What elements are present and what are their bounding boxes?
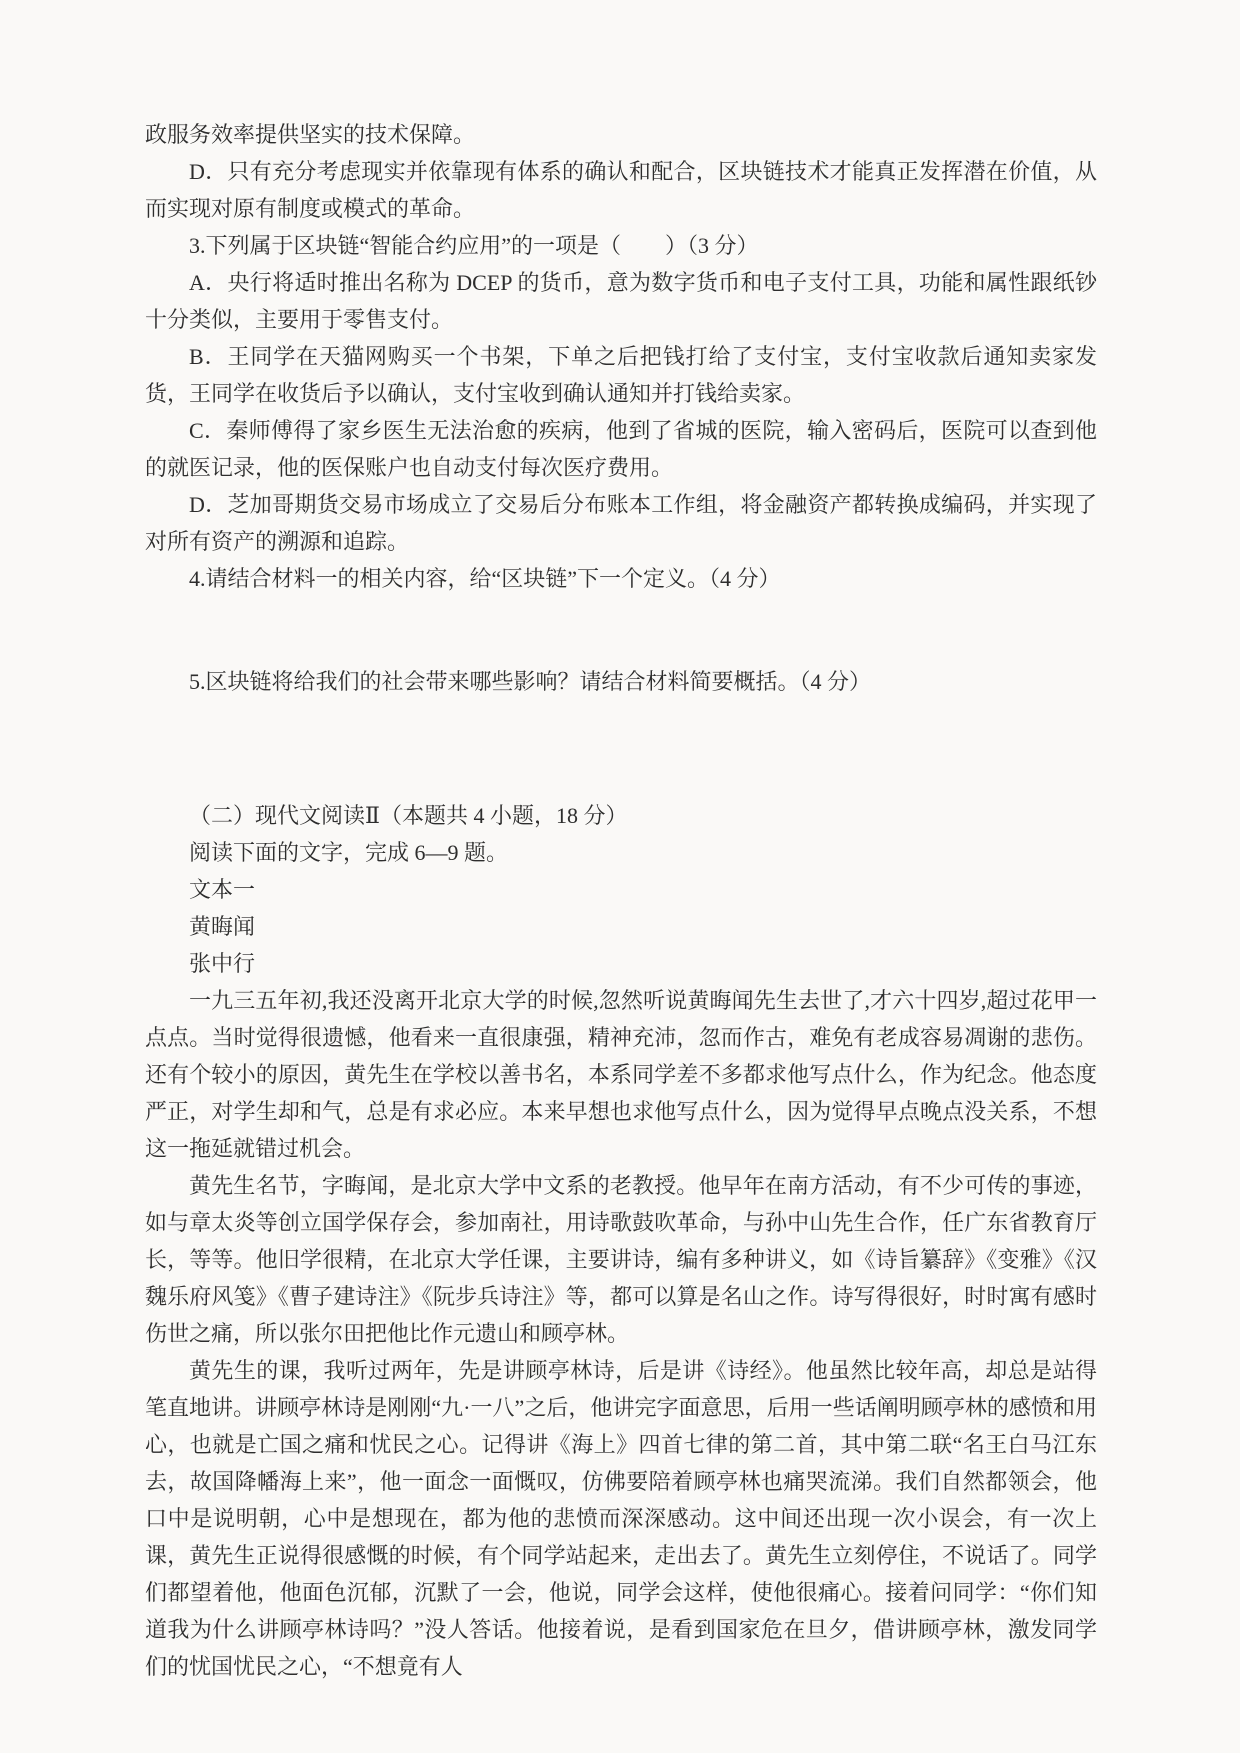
passage-paragraph-3: 黄先生的课，我听过两年，先是讲顾亭林诗，后是讲《诗经》。他虽然比较年高，却总是站得笔直地讲。讲顾亭林诗是刚刚“九·一八”之后，他讲完字面意思，后用一些话阐明顾亭林的感愤和用心，也就是亡国之痛和忧民之心。记得讲《海上》四首七律的第二首，其中第二联“名王白马江东去，故国降幡海上来”，他一面念一面慨叹，仿佛要陪着顾亭林也痛哭流涕。我们自然都领会，他口中是说明朝，心中是想现在，都为他的悲愤而深深感动。这中间还出现一次小误会，有一次上课，黄先生正说得很感慨的时候，有个同学站起来，走出去了。黄先生立刻停住，不说话了。同学们都望着他，他面色沉郁，沉默了一会，他说，同学会这样，使他很痛心。接着问同学：“你们知道我为什么讲顾亭林诗吗？”没人答话。他接着说，是看到国家危在旦夕，借讲顾亭林，激发同学们的忧国忧民之心，“不想竟有人 bbox=[145, 1358, 1097, 1679]
question-4: 4.请结合材料一的相关内容，给“区块链”下一个定义。（4 分） bbox=[189, 566, 781, 591]
text-one-label: 文本一 bbox=[189, 877, 256, 902]
q3-option-a: A．央行将适时推出名称为 DCEP 的货币，意为数字货币和电子支付工具，功能和属性跟纸钞十分类似，主要用于零售支付。 bbox=[145, 270, 1097, 332]
section-2-instruction: 阅读下面的文字，完成 6—9 题。 bbox=[189, 840, 509, 865]
q3-option-d: D．芝加哥期货交易市场成立了交易后分布账本工作组，将金融资产都转换成编码，并实现了对所有资产的溯源和追踪。 bbox=[145, 492, 1097, 554]
passage-title: 黄晦闻 bbox=[189, 914, 256, 939]
section-2-heading: （二）现代文阅读Ⅱ（本题共 4 小题，18 分） bbox=[189, 803, 628, 828]
q3-option-b: B．王同学在天猫网购买一个书架，下单之后把钱打给了支付宝，支付宝收款后通知卖家发货，王同学在收货后予以确认，支付宝收到确认通知并打钱给卖家。 bbox=[145, 344, 1097, 406]
q3-option-c: C．秦师傅得了家乡医生无法治愈的疾病，他到了省城的医院，输入密码后，医院可以查到他的就医记录，他的医保账户也自动支付每次医疗费用。 bbox=[145, 418, 1097, 480]
q2-option-d: D．只有充分考虑现实并依靠现有体系的确认和配合，区块链技术才能真正发挥潜在价值，从而实现对原有制度或模式的革命。 bbox=[145, 159, 1097, 221]
passage-author: 张中行 bbox=[189, 951, 256, 976]
paragraph-continuation-line: 政服务效率提供坚实的技术保障。 bbox=[145, 122, 476, 147]
question-5: 5.区块链将给我们的社会带来哪些影响？请结合材料简要概括。（4 分） bbox=[189, 669, 872, 694]
passage-paragraph-1: 一九三五年初,我还没离开北京大学的时候,忽然听说黄晦闻先生去世了,才六十四岁,超过花甲一点点。当时觉得很遗憾，他看来一直很康强，精神充沛，忽而作古，难免有老成容易凋谢的悲伤。还有个较小的原因，黄先生在学校以善书名，本系同学差不多都求他写点什么，作为纪念。他态度严正，对学生却和气，总是有求必应。本来早想也求他写点什么，因为觉得早点晚点没关系，不想这一拖延就错过机会。 bbox=[145, 988, 1097, 1161]
question-3-stem: 3.下列属于区块链“智能合约应用”的一项是（ ）（3 分） bbox=[189, 233, 759, 258]
passage-paragraph-2: 黄先生名节，字晦闻，是北京大学中文系的老教授。他早年在南方活动，有不少可传的事迹，如与章太炎等创立国学保存会，参加南社，用诗歌鼓吹革命，与孙中山先生合作，任广东省教育厅长，等等。他旧学很精，在北京大学任课，主要讲诗，编有多种讲义，如《诗旨纂辞》《变雅》《汉魏乐府风笺》《曹子建诗注》《阮步兵诗注》等，都可以算是名山之作。诗写得很好，时时寓有感时伤世之痛，所以张尔田把他比作元遗山和顾亭林。 bbox=[145, 1173, 1097, 1346]
